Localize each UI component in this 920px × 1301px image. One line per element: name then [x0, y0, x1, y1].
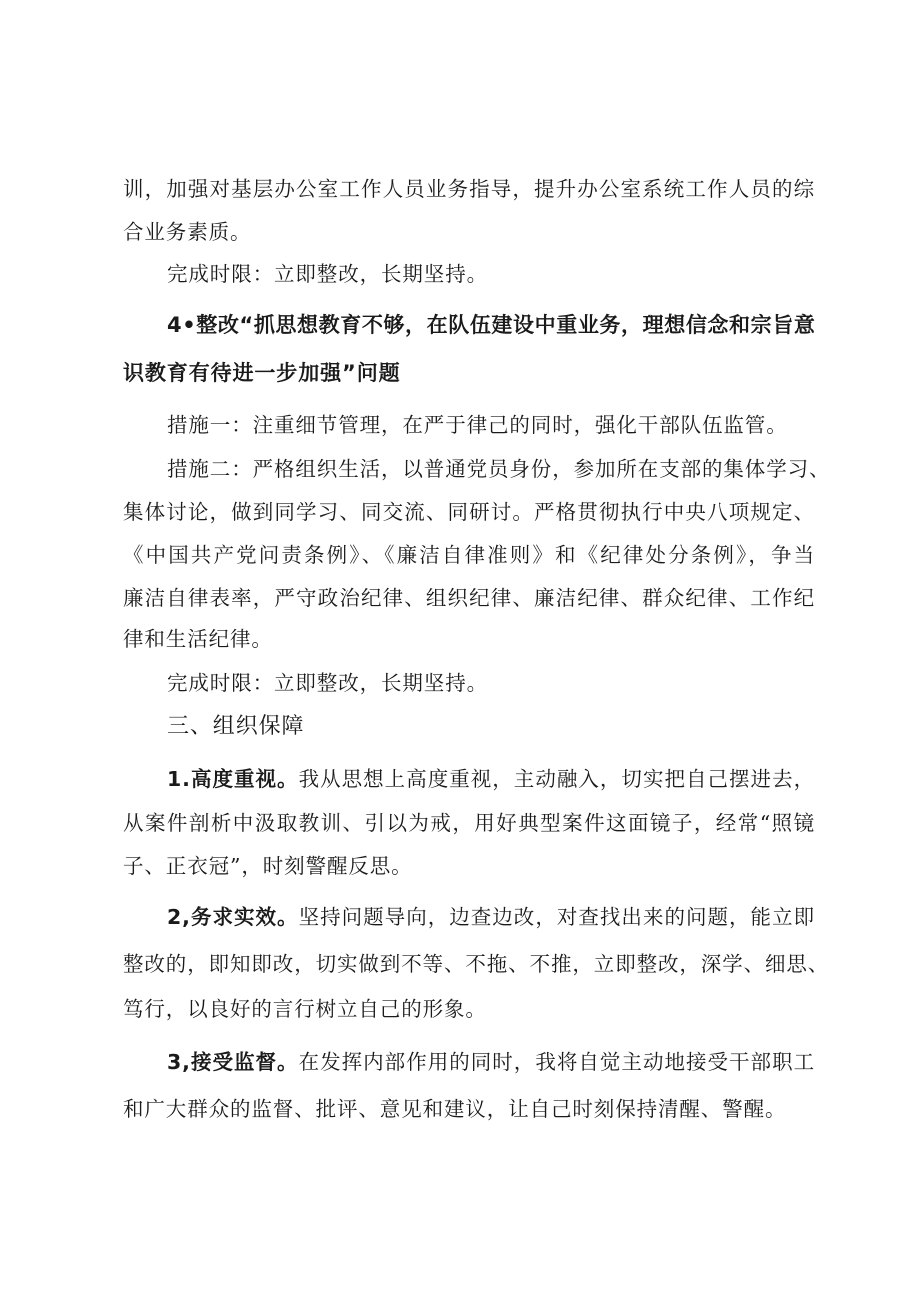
measure-line: 措施一：注重细节管理，在严于律己的同时，强化干部队伍监管。 [167, 413, 788, 437]
paragraph-line: 训，加强对基层办公室工作人员业务指导，提升办公室系统工作人员的综 [123, 177, 815, 201]
measure-line: 措施二：严格组织生活，以普通党员身份，参加所在支部的集体学习、 [167, 457, 831, 481]
item-heading: 4•整改“抓思想教育不够，在队伍建设中重业务，理想信念和宗旨意 [167, 313, 816, 337]
guarantee-line: 从案件剖析中汲取教训、引以为戒，用好典型案件这面镜子，经常“照镜 [123, 811, 815, 835]
guarantee-line: 和广大群众的监督、批评、意见和建议，让自己时刻保持清醒、警醒。 [123, 1097, 787, 1121]
section-title: 三、组织保障 [167, 714, 305, 739]
deadline-line: 完成时限：立即整改，长期坚持。 [167, 671, 488, 695]
guarantee-line [167, 764, 815, 794]
guarantee-text: 在发挥内部作用的同时，我将自觉主动地接受干部职工 [298, 1050, 815, 1074]
guarantee-line [167, 902, 815, 932]
guarantee-text: 坚持问题导向，边查边改，对查找出来的问题，能立即 [298, 905, 815, 929]
guarantee-line: 笃行，以良好的言行树立自己的形象。 [123, 997, 487, 1021]
guarantee-line: 整改的，即知即改，切实做到不等、不拖、不推，立即整改，深学、细思、 [123, 952, 830, 976]
measure-line: 《中国共产党问责条例》、《廉洁自律准则》和《纪律处分条例》，争当 [123, 543, 815, 567]
deadline-line: 完成时限：立即整改，长期坚持。 [167, 262, 488, 286]
guarantee-line: 子、正衣冠”，时刻警醒反思。 [123, 854, 413, 878]
item-heading: 识教育有待进一步加强”问题 [123, 361, 401, 385]
guarantee-line [167, 1047, 815, 1077]
measure-line: 集体讨论，做到同学习、同交流、同研讨。严格贯彻执行中央八项规定、 [123, 500, 815, 524]
guarantee-text: 我从思想上高度重视，主动融入，切实把自己摆进去， [298, 767, 815, 791]
measure-line: 律和生活纪律。 [123, 627, 273, 651]
guarantee-lead: 3,接受监督。 [167, 1050, 299, 1074]
guarantee-lead: 1.高度重视。 [167, 767, 299, 791]
paragraph-line: 合业务素质。 [123, 220, 252, 244]
measure-line: 廉洁自律表率，严守政治纪律、组织纪律、廉洁纪律、群众纪律、工作纪 [123, 586, 815, 610]
guarantee-lead: 2,务求实效。 [167, 905, 299, 929]
